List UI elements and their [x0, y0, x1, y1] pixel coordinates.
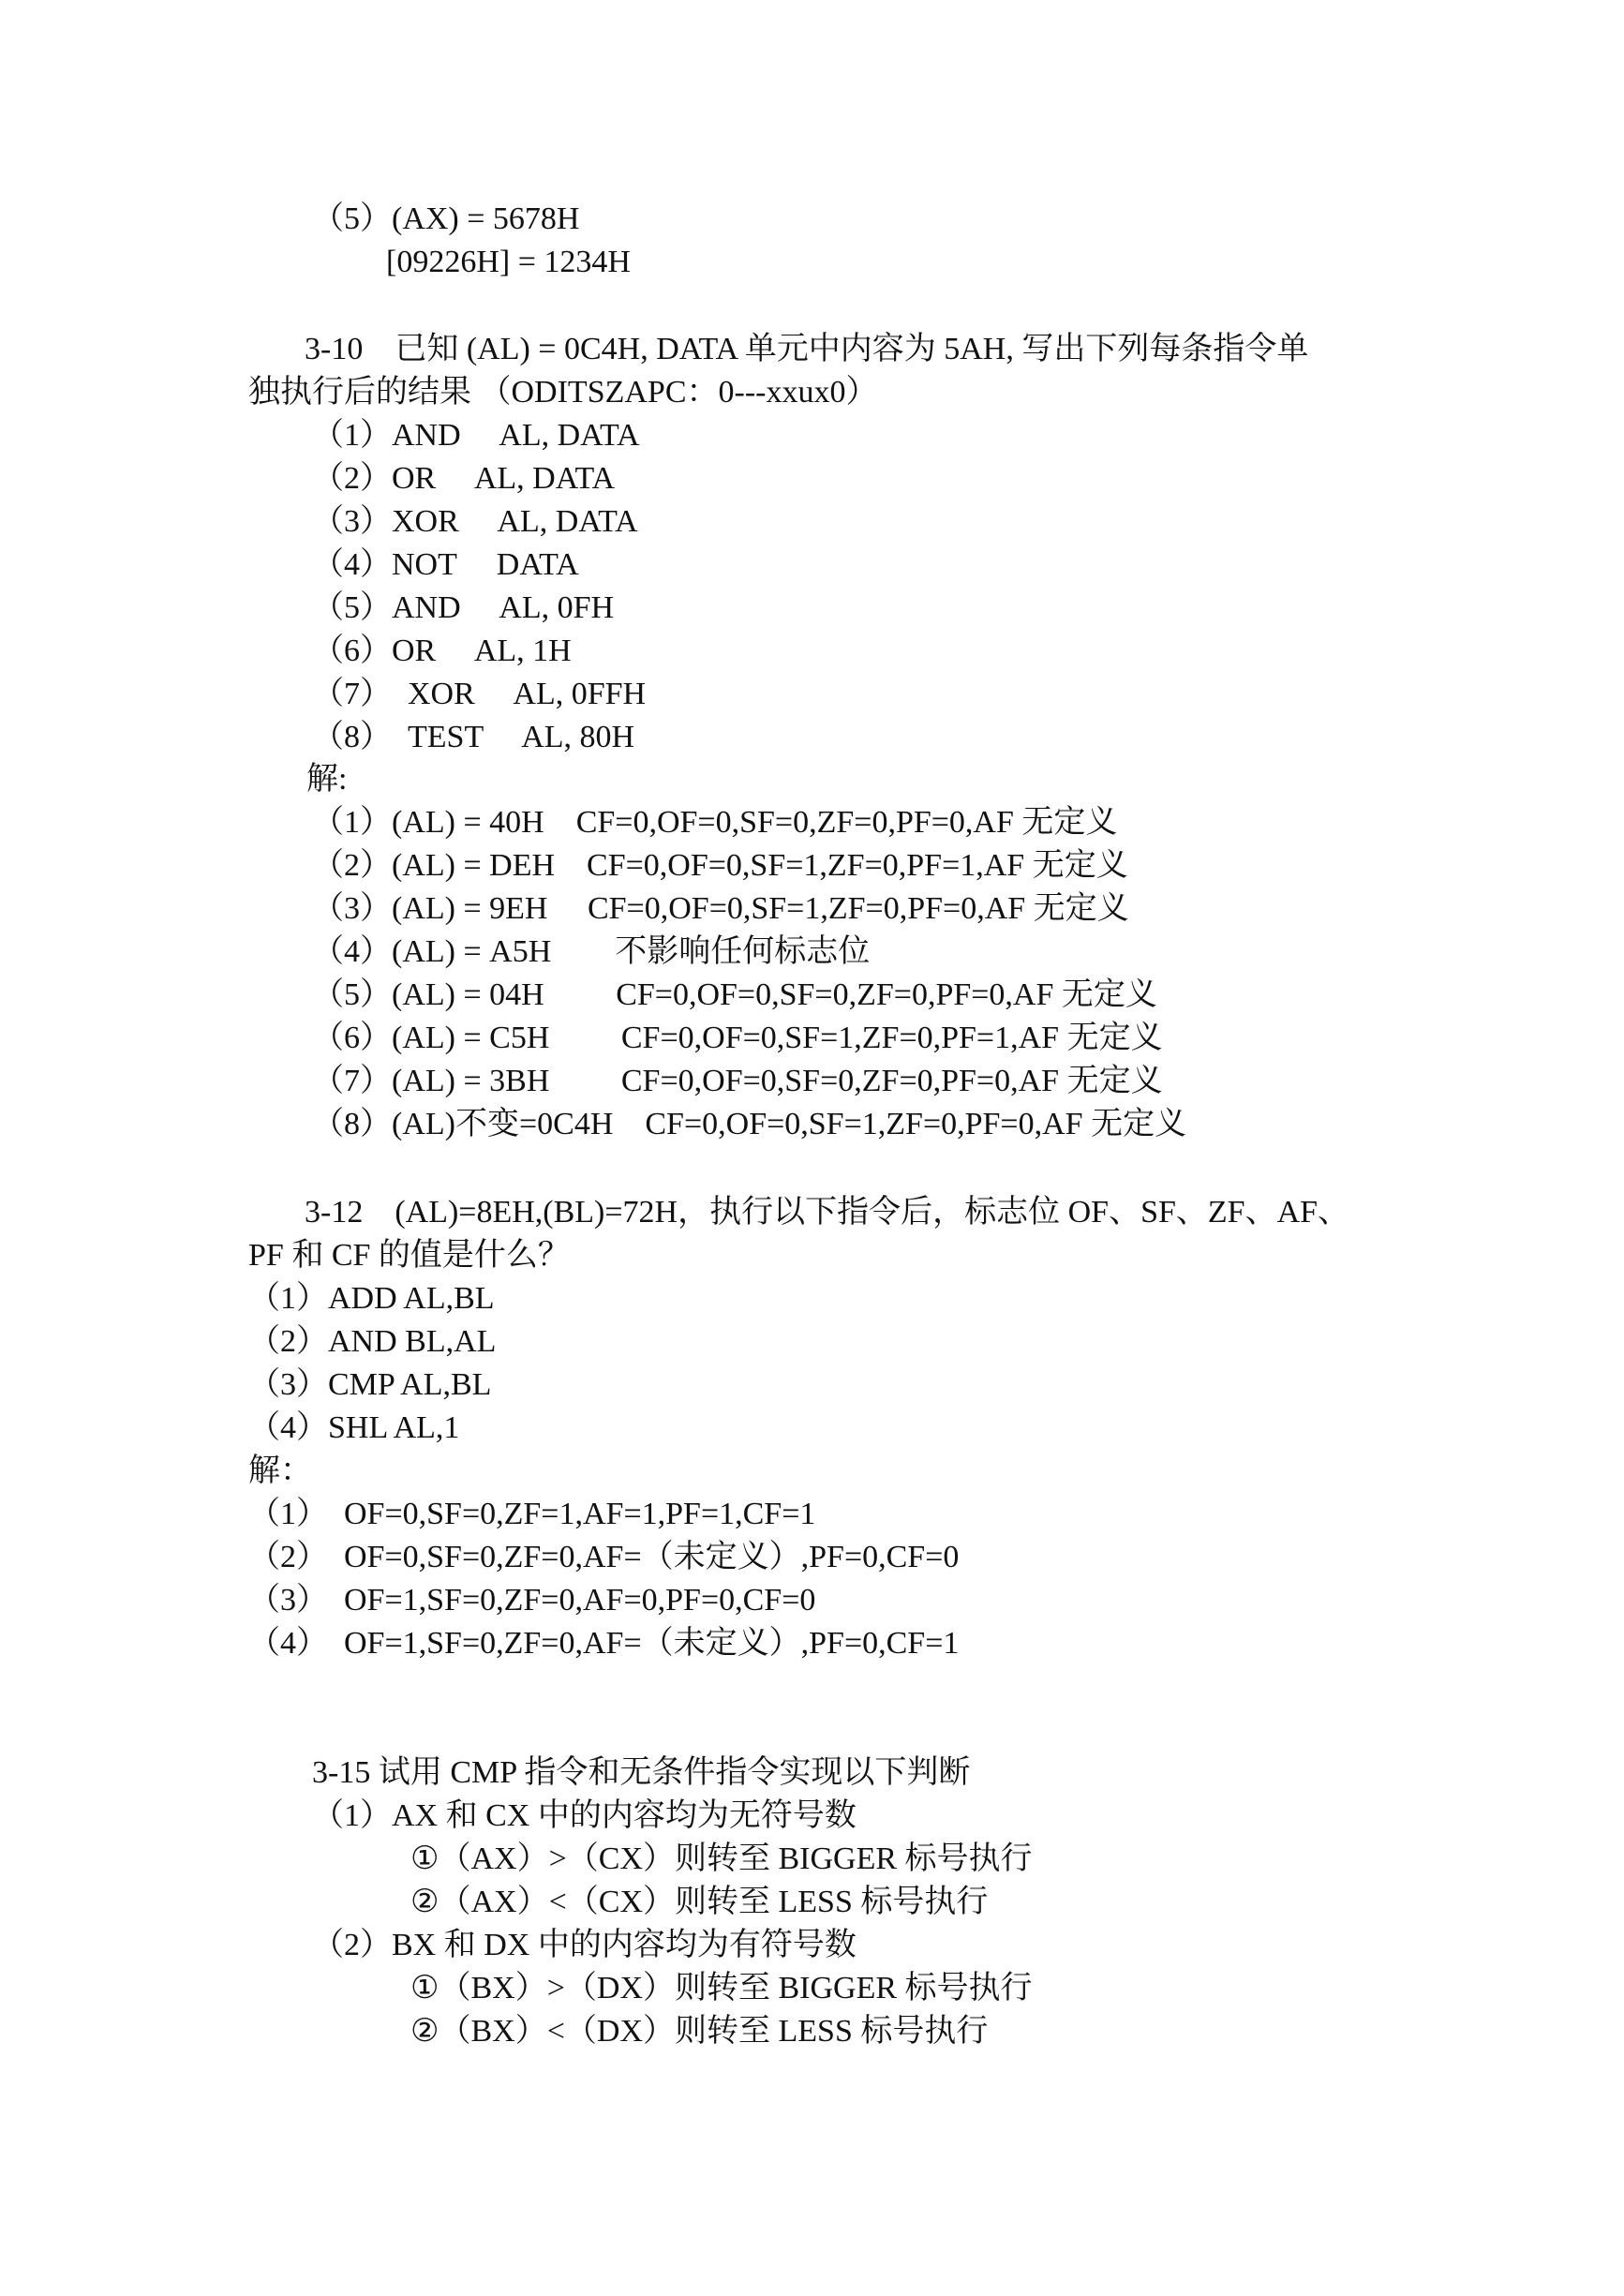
- q3-10-item: （8） TEST AL, 80H: [312, 720, 635, 754]
- q3-10-answer: （8）(AL)不变=0C4H CF=0,OF=0,SF=1,ZF=0,PF=0,AF 无定义: [312, 1107, 1187, 1141]
- q3-12-item: （2）AND BL,AL: [248, 1324, 497, 1359]
- q3-10-answer: （3）(AL) = 9EH CF=0,OF=0,SF=1,ZF=0,PF=0,AF 无定义: [312, 891, 1129, 926]
- q3-10-item: （5）AND AL, 0FH: [312, 590, 615, 625]
- q3-10-answer: （1）(AL) = 40H CF=0,OF=0,SF=0,ZF=0,PF=0,AF 无定义: [312, 805, 1118, 840]
- q3-10-answer: （2）(AL) = DEH CF=0,OF=0,SF=1,ZF=0,PF=1,AF 无定义: [312, 848, 1128, 883]
- q3-10-item: （4）NOT DATA: [312, 547, 579, 582]
- q3-15-part-1-b: ②（AX）<（CX）则转至 LESS 标号执行: [410, 1885, 989, 1919]
- q3-12-answer: （2） OF=0,SF=0,ZF=0,AF=（未定义）,PF=0,CF=0: [248, 1540, 960, 1574]
- q3-12-answer: （4） OF=1,SF=0,ZF=0,AF=（未定义）,PF=0,CF=1: [248, 1626, 960, 1661]
- q3-10-answer: （4）(AL) = A5H 不影响任何标志位: [312, 934, 871, 969]
- q3-12-answer-label: 解：: [248, 1454, 312, 1488]
- q3-10-answer-label: 解:: [306, 762, 348, 797]
- q3-12-item: （3）CMP AL,BL: [248, 1367, 492, 1402]
- q3-10-answer: （6）(AL) = C5H CF=0,OF=0,SF=1,ZF=0,PF=1,AF 无定义: [312, 1021, 1163, 1055]
- q3-12-answer: （3） OF=1,SF=0,ZF=0,AF=0,PF=0,CF=0: [248, 1583, 816, 1618]
- q3-12-item: （4）SHL AL,1: [248, 1410, 460, 1445]
- q3-15-part-2-a: ①（BX）>（DX）则转至 BIGGER 标号执行: [410, 1971, 1033, 2005]
- q3-15-heading: 3-15 试用 CMP 指令和无条件指令实现以下判断: [312, 1755, 971, 1790]
- top-line-2: [09226H] = 1234H: [386, 245, 631, 279]
- q3-15-part-2: （2）BX 和 DX 中的内容均为有符号数: [312, 1928, 857, 1962]
- q3-12-heading-cont: PF 和 CF 的值是什么？: [248, 1238, 570, 1273]
- q3-12-item: （1）ADD AL,BL: [248, 1281, 495, 1316]
- q3-15-part-1: （1）AX 和 CX 中的内容均为无符号数: [312, 1798, 857, 1833]
- q3-10-item: （7） XOR AL, 0FFH: [312, 677, 647, 711]
- q3-10-heading: 3-10 已知 (AL) = 0C4H, DATA 单元中内容为 5AH, 写出下列每条指令单: [305, 332, 1309, 366]
- q3-10-item: （2）OR AL, DATA: [312, 461, 616, 496]
- q3-10-heading-cont: 独执行后的结果 （ODITSZAPC：0---xxux0）: [248, 375, 878, 410]
- q3-10-item: （6）OR AL, 1H: [312, 634, 572, 668]
- q3-12-heading: 3-12 (AL)=8EH,(BL)=72H，执行以下指令后，标志位 OF、SF、ZF、AF、: [305, 1195, 1350, 1230]
- q3-10-answer: （5）(AL) = 04H CF=0,OF=0,SF=0,ZF=0,PF=0,AF 无定义: [312, 977, 1157, 1012]
- top-line-1: （5）(AX) = 5678H: [312, 201, 580, 236]
- q3-10-item: （3）XOR AL, DATA: [312, 504, 638, 539]
- q3-10-answer: （7）(AL) = 3BH CF=0,OF=0,SF=0,ZF=0,PF=0,AF 无定义: [312, 1064, 1163, 1098]
- q3-15-part-2-b: ②（BX）<（DX）则转至 LESS 标号执行: [410, 2014, 989, 2049]
- q3-12-answer: （1） OF=0,SF=0,ZF=1,AF=1,PF=1,CF=1: [248, 1497, 816, 1531]
- q3-10-item: （1）AND AL, DATA: [312, 418, 640, 453]
- q3-15-part-1-a: ①（AX）>（CX）则转至 BIGGER 标号执行: [410, 1841, 1033, 1876]
